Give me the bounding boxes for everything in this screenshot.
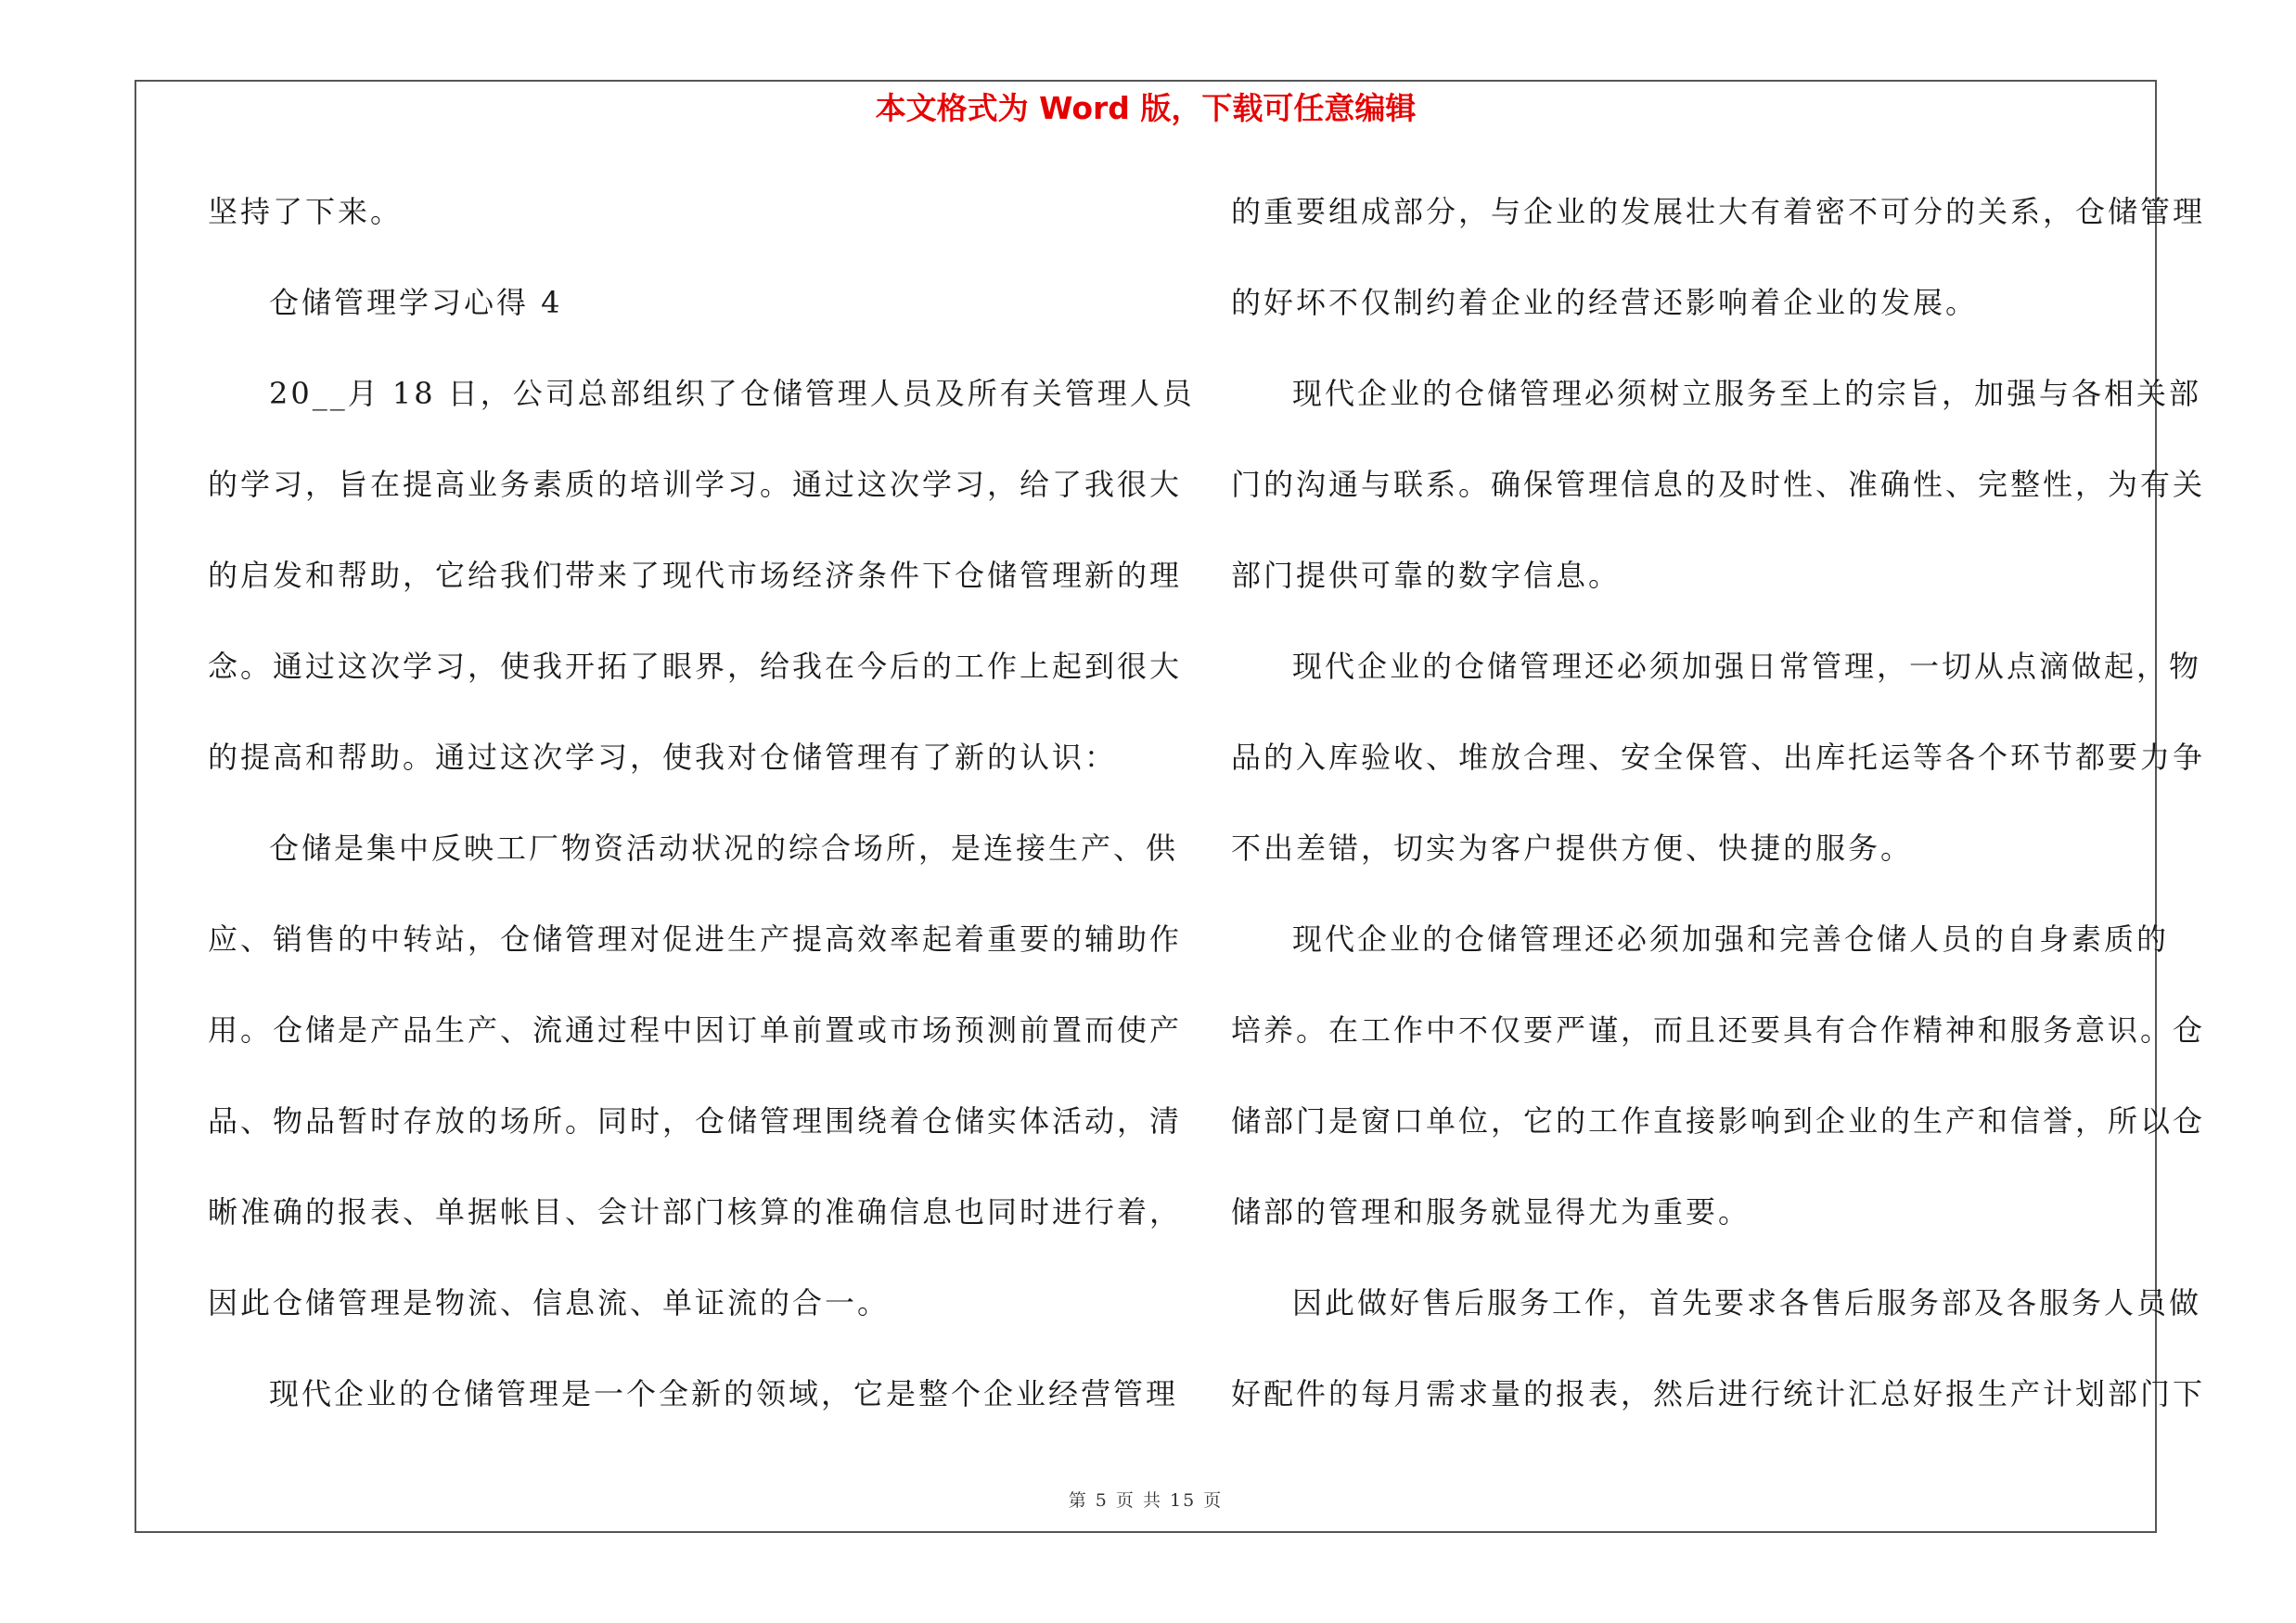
section-heading: 仓储管理学习心得 4 <box>269 285 563 320</box>
paragraph-line: 因此仓储管理是物流、信息流、单证流的合一。 <box>208 1285 891 1320</box>
paragraph-line: 培养。在工作中不仅要严谨，而且还要具有合作精神和服务意识。仓 <box>1231 1012 2206 1048</box>
paragraph-line: 的学习，旨在提高业务素质的培训学习。通过这次学习，给了我很大 <box>208 467 1183 502</box>
paragraph-line: 念。通过这次学习，使我开拓了眼界，给我在今后的工作上起到很大 <box>208 649 1183 684</box>
paragraph-line: 的提高和帮助。通过这次学习，使我对仓储管理有了新的认识： <box>208 740 1118 775</box>
paragraph-line: 门的沟通与联系。确保管理信息的及时性、准确性、完整性，为有关 <box>1231 467 2206 502</box>
paragraph-line: 储部的管理和服务就显得尤为重要。 <box>1231 1194 1751 1230</box>
page-frame <box>135 80 2206 1533</box>
paragraph-line: 的好坏不仅制约着企业的经营还影响着企业的发展。 <box>1231 285 1979 320</box>
paragraph-line: 现代企业的仓储管理必须树立服务至上的宗旨，加强与各相关部 <box>1292 376 2202 411</box>
paragraph-line: 不出差错，切实为客户提供方便、快捷的服务。 <box>1231 831 1914 866</box>
paragraph-line: 好配件的每月需求量的报表，然后进行统计汇总好报生产计划部门下 <box>1231 1376 2206 1411</box>
paragraph-line: 的重要组成部分，与企业的发展壮大有着密不可分的关系，仓储管理 <box>1231 194 2206 229</box>
paragraph-line: 现代企业的仓储管理是一个全新的领域，它是整个企业经营管理 <box>269 1376 1179 1411</box>
paragraph-line: 用。仓储是产品生产、流通过程中因订单前置或市场预测前置而使产 <box>208 1012 1183 1048</box>
paragraph-line: 仓储是集中反映工厂物资活动状况的综合场所，是连接生产、供 <box>269 831 1179 866</box>
paragraph-line: 现代企业的仓储管理还必须加强日常管理，一切从点滴做起，物 <box>1292 649 2202 684</box>
paragraph-line: 部门提供可靠的数字信息。 <box>1231 558 1622 593</box>
paragraph-line: 坚持了下来。 <box>208 194 404 229</box>
paragraph-line: 现代企业的仓储管理还必须加强和完善仓储人员的自身素质的 <box>1292 921 2170 957</box>
paragraph-line: 20__月 18 日，公司总部组织了仓储管理人员及所有关管理人员 <box>269 376 1195 411</box>
editable-word-format-banner: 本文格式为 Word 版，下载可任意编辑 <box>875 90 1417 126</box>
page-number-footer: 第 5 页 共 15 页 <box>1068 1490 1224 1511</box>
paragraph-line: 应、销售的中转站，仓储管理对促进生产提高效率起着重要的辅助作 <box>208 921 1183 957</box>
paragraph-line: 品、物品暂时存放的场所。同时，仓储管理围绕着仓储实体活动，清 <box>208 1103 1183 1139</box>
paragraph-line: 品的入库验收、堆放合理、安全保管、出库托运等各个环节都要力争 <box>1231 740 2206 775</box>
paragraph-line: 的启发和帮助，它给我们带来了现代市场经济条件下仓储管理新的理 <box>208 558 1183 593</box>
paragraph-line: 储部门是窗口单位，它的工作直接影响到企业的生产和信誉，所以仓 <box>1231 1103 2206 1139</box>
paragraph-line: 晰准确的报表、单据帐目、会计部门核算的准确信息也同时进行着， <box>208 1194 1183 1230</box>
paragraph-line: 因此做好售后服务工作，首先要求各售后服务部及各服务人员做 <box>1292 1285 2202 1320</box>
